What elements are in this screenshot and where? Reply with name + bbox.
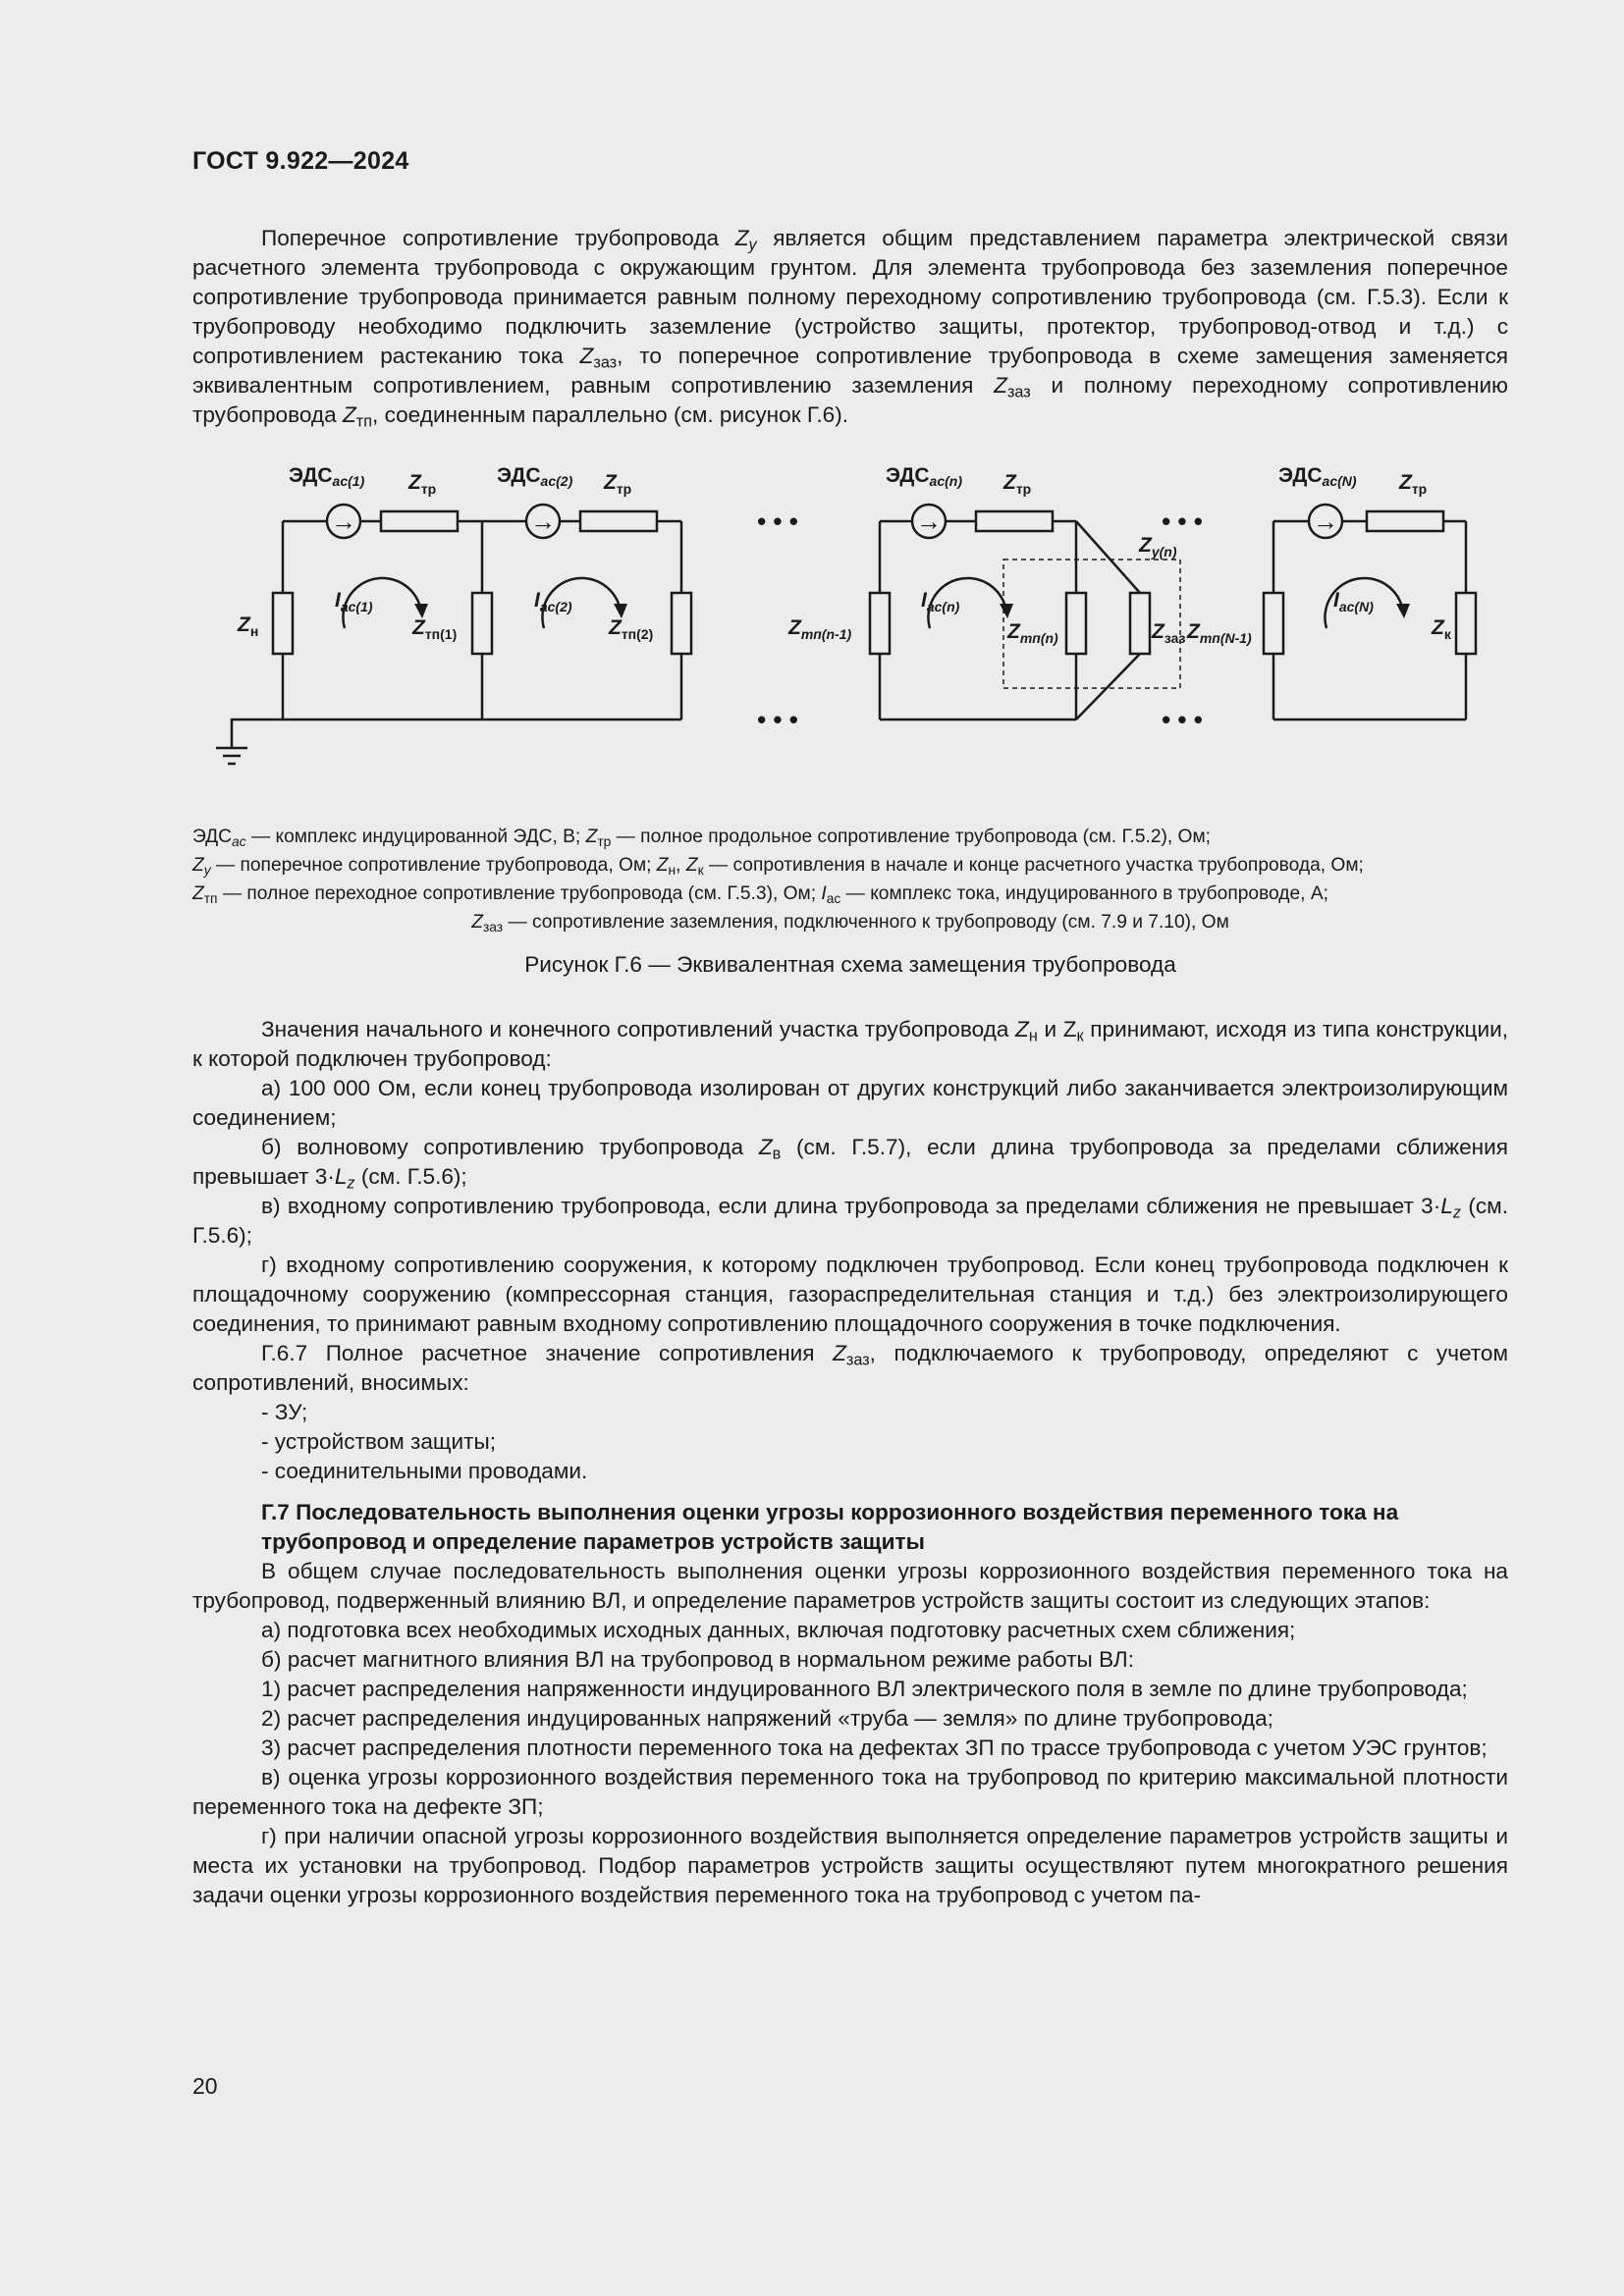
intro-block xyxy=(192,224,1508,430)
svg-text:ЭДСac(N): ЭДСac(N) xyxy=(1278,464,1357,489)
step-2: 2) расчет распределения индуцированных напряжений «труба — земля» по длине трубопровода; xyxy=(261,1706,1273,1731)
circuit-diagram xyxy=(192,452,1508,785)
page-number: 20 xyxy=(192,2073,218,2099)
svg-text:→: → xyxy=(331,507,356,536)
list-item-g: г) входному сопротивлению сооружения, к которому подключен трубопровод. Если конец трубопровода подключен к площадочному сооружению (компрессорная станция, газораспределительная станция и т.д.) без электроизолирующего соединения, то принимают равным входному сопротивлению площадочного сооружения в точке подключения. xyxy=(192,1253,1508,1336)
list-item-b: б) волновому сопротивлению трубопровода $Z_в$ (см. Г.5.7), если длина трубопровода за пределами сближения превышает $3\cdot L_z$ (см. Г.5.6); xyxy=(192,1135,1508,1193)
step-3: 3) расчет распределения плотности переменного тока на дефектах ЗП по трассе трубопровода с учетом УЭС грунтов; xyxy=(261,1735,1488,1760)
step-1: 1) расчет распределения напряженности индуцированного ВЛ электрического поля в земле по длине трубопровода; xyxy=(261,1677,1468,1701)
svg-text:• • •: • • • xyxy=(1162,705,1203,734)
step-g: г) при наличии опасной угрозы коррозионного воздействия выполняется определение параметров устройств защиты и места их установки на трубопровод. Подбор параметров устройств защиты осуществляют путем многократного решения задачи оценки угрозы коррозионного воздействия переменного тока на трубопровод с учетом па- xyxy=(192,1824,1508,1907)
dash-item-zu: - ЗУ; xyxy=(261,1400,308,1424)
svg-text:→: → xyxy=(1313,507,1338,536)
legend-line-3: $Z_{тп}$ — полное переходное сопротивление трубопровода (см. Г.5.3), Ом; $I_{ac}$ — комплекс тока, индуцированного в трубопроводе, А; xyxy=(192,883,1328,906)
svg-text:Zтп(n): $Z_{тп(n)}$ xyxy=(1007,620,1058,646)
svg-text:Zн: $Z_н$ xyxy=(238,614,259,639)
paragraph-sequence: В общем случае последовательность выполнения оценки угрозы коррозионного воздействия переменного тока на трубопровод, подверженный влиянию ВЛ, и определение параметров устройств защиты состоит из следующих этапов: xyxy=(192,1559,1508,1613)
paragraph-zn-zk: Значения начального и конечного сопротивлений участка трубопровода $Z_н$ и $Z_к$ принимают, исходя из типа конструкции, к которой подключен трубопровод: xyxy=(192,1017,1508,1071)
main-text xyxy=(192,1015,1508,1910)
step-v: в) оценка угрозы коррозионного воздействия переменного тока на трубопровод по критерию максимальной плотности переменного тока на дефекте ЗП; xyxy=(192,1765,1508,1819)
svg-text:Iac(n): $I_{ac(n)}$ xyxy=(921,589,960,614)
document-header: ГОСТ 9.922—2024 xyxy=(192,147,409,175)
dash-item-device: - устройством защиты; xyxy=(261,1429,497,1454)
list-item-v: в) входному сопротивлению трубопровода, если длина трубопровода за пределами сближения не превышает $3\cdot L_z$ (см. Г.5.6); xyxy=(192,1194,1508,1248)
svg-text:Zтп(n-1): $Z_{тп(n-1)}$ xyxy=(788,616,852,642)
svg-text:Zy(n): $Z_{y(n)}$ xyxy=(1139,534,1177,560)
svg-text:• • •: • • • xyxy=(757,507,798,536)
svg-text:→: → xyxy=(530,507,556,536)
figure-legend xyxy=(192,823,1508,936)
legend-line-4: $Z_{заз}$ — сопротивление заземления, подключенного к трубопроводу (см. 7.9 и 7.10), Ом xyxy=(471,912,1229,934)
svg-text:ЭДСac(n): ЭДСac(n) xyxy=(886,464,962,489)
list-item-a: а) 100 000 Ом, если конец трубопровода изолирован от других конструкций либо заканчивается электроизолирующим соединением; xyxy=(192,1076,1508,1130)
figure-caption: Рисунок Г.6 — Эквивалентная схема замещения трубопровода xyxy=(524,952,1176,977)
svg-text:Zзаз: $Z_{заз}$ xyxy=(1152,620,1186,646)
svg-text:Iac(1): $I_{ac(1)}$ xyxy=(335,589,373,614)
svg-text:Zтр: $Z_{тр}$ xyxy=(408,471,437,497)
svg-text:Zтр: $Z_{тр}$ xyxy=(1399,471,1428,497)
intro-paragraph: Поперечное сопротивление трубопровода $Z_y$ является общим представлением параметра электрической связи расчетного элемента трубопровода с окружающим грунтом. Для элемента трубопровода без заземления поперечное сопротивление трубопровода принимается равным полному переходному сопротивлению трубопровода (см. Г.5.3). Если к трубопроводу необходимо подключить заземление (устройство защиты, протектор, трубопровод-отвод и т.д.) с сопротивлением растеканию тока $Z_{заз}$, то поперечное сопротивление трубопровода в схеме замещения заменяется эквивалентным сопротивлением, равным сопротивлению заземления $Z_{заз}$ и полному переходному сопротивлению трубопровода $Z_{тп}$, соединенным параллельно (см. рисунок Г.6). xyxy=(192,226,1509,431)
svg-text:Zтп(1): $Z_{тп(1)}$ xyxy=(412,616,458,642)
legend-line-2: $Z_y$ — поперечное сопротивление трубопровода, Ом; $Z_н$, $Z_к$ — сопротивления в начале и конце расчетного участка трубопровода, Ом; xyxy=(192,855,1364,878)
svg-text:Zтп(2): $Z_{тп(2)}$ xyxy=(609,616,654,642)
svg-text:Iac(2): $I_{ac(2)}$ xyxy=(534,589,572,614)
svg-text:Zтр: $Z_{тр}$ xyxy=(1003,471,1032,497)
svg-text:Zтп(N-1): $Z_{тп(N-1)}$ xyxy=(1187,620,1252,646)
svg-text:Zтр: $Z_{тр}$ xyxy=(604,471,632,497)
svg-text:• • •: • • • xyxy=(757,705,798,734)
legend-line-1: $ЭДС_{ac}$ — комплекс индуцированной ЭДС, В; $Z_{тр}$ — полное продольное сопротивление трубопровода (см. Г.5.2), Ом; xyxy=(192,827,1211,849)
svg-text:• • •: • • • xyxy=(1162,507,1203,536)
svg-text:ЭДСac(1): ЭДСac(1) xyxy=(289,464,365,489)
step-b: б) расчет магнитного влияния ВЛ на трубопровод в нормальном режиме работы ВЛ: xyxy=(261,1647,1134,1672)
step-a: а) подготовка всех необходимых исходных данных, включая подготовку расчетных схем сближения; xyxy=(261,1618,1296,1642)
svg-text:Zк: $Z_к$ xyxy=(1432,616,1451,642)
svg-text:→: → xyxy=(916,507,942,536)
svg-text:ЭДСac(2): ЭДСac(2) xyxy=(497,464,573,489)
paragraph-g67: Г.6.7 Полное расчетное значение сопротивления $Z_{заз}$, подключаемого к трубопроводу, определяют с учетом сопротивлений, вносимых: xyxy=(192,1341,1508,1395)
svg-text:Iac(N): $I_{ac(N)}$ xyxy=(1333,589,1374,614)
dash-item-wires: - соединительными проводами. xyxy=(261,1459,588,1483)
section-heading-g7: Г.7 Последовательность выполнения оценки угрозы коррозионного воздействия переменного тока на трубопровод и определение параметров устройств защиты xyxy=(261,1500,1399,1554)
equivalent-circuit-figure xyxy=(192,452,1508,785)
